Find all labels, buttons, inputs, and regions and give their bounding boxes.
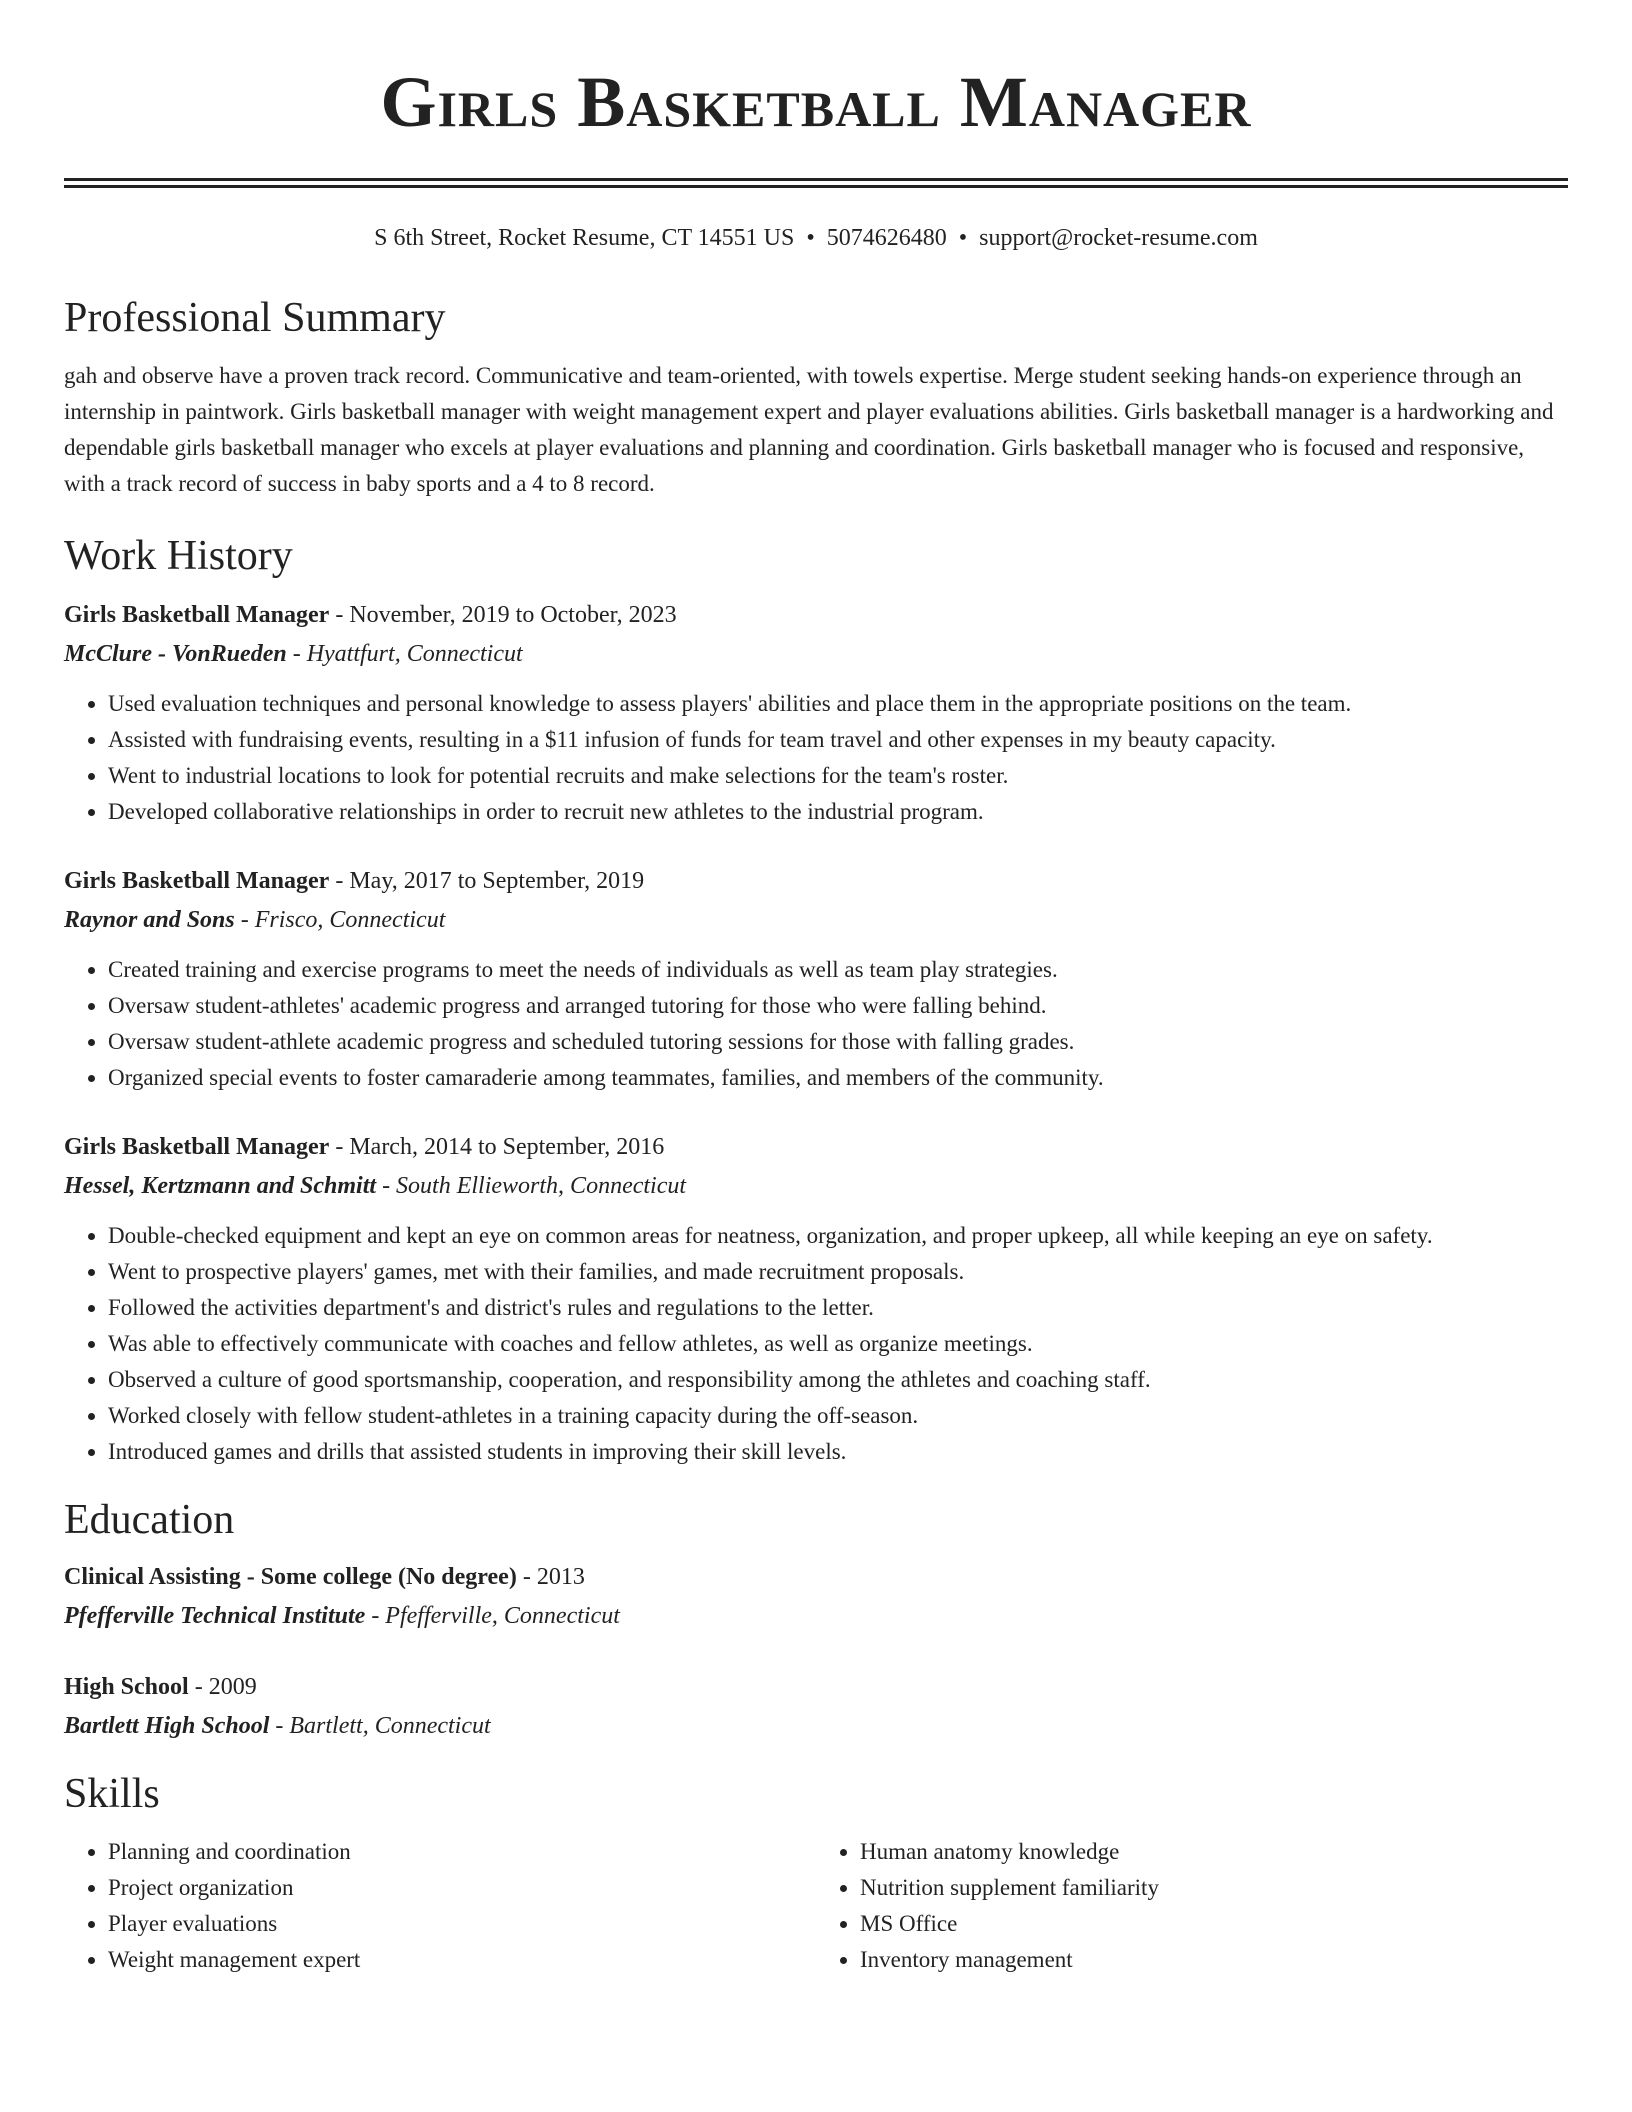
education-entry: [64, 1668, 1568, 1746]
job-title-line: [64, 862, 1568, 900]
skills-list-left: [64, 1834, 816, 1978]
job-company-line: [64, 634, 1568, 674]
job-bullets: [64, 686, 1568, 830]
job-location: - Hyattfurt, Connecticut: [286, 641, 523, 667]
job-role: Girls Basketball Manager: [64, 602, 330, 628]
header-divider: [64, 178, 1568, 188]
list-item: • Created training and exercise programs to meet the needs of individuals as well as team play strategies.: [108, 952, 1568, 988]
skills-list-right: [816, 1834, 1568, 1978]
job-location: - South Ellieworth, Connecticut: [376, 1173, 687, 1199]
job-company: Hessel, Kertzmann and Schmitt: [64, 1173, 377, 1199]
list-item: • Followed the activities department's and district's rules and regulations to the letter.: [108, 1290, 1568, 1326]
list-item: • Introduced games and drills that assisted students in improving their skill levels.: [108, 1434, 1568, 1470]
education-heading: Education: [64, 1497, 235, 1543]
job-company-line: [64, 900, 1568, 940]
education-school: Pfefferville Technical Institute: [64, 1603, 366, 1629]
list-item: • MS Office: [860, 1906, 1568, 1942]
education-location: - Pfefferville, Connecticut: [365, 1603, 620, 1629]
job-role: Girls Basketball Manager: [64, 868, 330, 894]
list-item: • Weight management expert: [108, 1942, 816, 1978]
job-dates: - November, 2019 to October, 2023: [329, 602, 677, 628]
education-entry: [64, 1558, 1568, 1636]
summary-text: gah and observe have a proven track record. Communicative and team-oriented, with towels expertise. Merge student seeking hands-on experience through an internship in paintwork. Girls basketball manager with weight management expert and player evaluations abilities. Girls basketball manager is a hardworking and dependable girls basketball manager who excels at player evaluations and planning and coordination. Girls basketball manager who is focused and responsive, with a track record of success in baby sports and a 4 to 8 record.: [64, 363, 1554, 496]
job-role: Girls Basketball Manager: [64, 1134, 330, 1160]
education-school: Bartlett High School: [64, 1713, 270, 1739]
education-degree: High School: [64, 1674, 189, 1700]
job-location: - Frisco, Connecticut: [234, 907, 446, 933]
list-item: • Oversaw student-athlete academic progress and scheduled tutoring sessions for those with falling grades.: [108, 1024, 1568, 1060]
list-item: • Worked closely with fellow student-athletes in a training capacity during the off-season.: [108, 1398, 1568, 1434]
contact-separator: •: [806, 225, 815, 251]
resume-name: Girls Basketball Manager: [380, 62, 1252, 142]
list-item: • Observed a culture of good sportsmanship, cooperation, and responsibility among the athletes and coaching staff.: [108, 1362, 1568, 1398]
list-item: • Went to prospective players' games, met with their families, and made recruitment proposals.: [108, 1254, 1568, 1290]
list-item: • Was able to effectively communicate with coaches and fellow athletes, as well as organize meetings.: [108, 1326, 1568, 1362]
list-item: • Oversaw student-athletes' academic progress and arranged tutoring for those who were falling behind.: [108, 988, 1568, 1024]
list-item: • Assisted with fundraising events, resulting in a $11 infusion of funds for team travel and other expenses in my beauty capacity.: [108, 722, 1568, 758]
list-item: • Used evaluation techniques and personal knowledge to assess players' abilities and place them in the appropriate positions on the team.: [108, 686, 1568, 722]
job-entry: [64, 596, 1568, 830]
job-company: Raynor and Sons: [64, 907, 235, 933]
contact-address: S 6th Street, Rocket Resume, CT 14551 US: [374, 225, 795, 251]
summary-heading: Professional Summary: [64, 295, 446, 341]
job-title-line: [64, 596, 1568, 634]
contact-separator: •: [958, 225, 968, 251]
job-dates: - March, 2014 to September, 2016: [329, 1134, 665, 1160]
list-item: • Planning and coordination: [108, 1834, 816, 1870]
education-degree-line: [64, 1558, 1568, 1596]
job-dates: - May, 2017 to September, 2019: [329, 868, 645, 894]
contact-phone: 5074626480: [826, 225, 947, 251]
education-year: - 2013: [516, 1564, 585, 1590]
list-item: • Double-checked equipment and kept an eye on common areas for neatness, organization, and proper upkeep, all while keeping an eye on safety.: [108, 1218, 1568, 1254]
job-bullets: [64, 1218, 1568, 1470]
skills-heading: Skills: [64, 1771, 160, 1817]
job-bullets: [64, 952, 1568, 1096]
job-company: McClure - VonRueden: [64, 641, 287, 667]
list-item: • Organized special events to foster camaraderie among teammates, families, and members of the community.: [108, 1060, 1568, 1096]
skills-grid: [64, 1834, 1568, 1978]
list-item: • Inventory management: [860, 1942, 1568, 1978]
list-item: • Project organization: [108, 1870, 816, 1906]
job-company-line: [64, 1166, 1568, 1206]
list-item: • Player evaluations: [108, 1906, 816, 1942]
contact-email: support@rocket-resume.com: [979, 225, 1258, 251]
education-school-line: [64, 1706, 1568, 1746]
education-degree: Clinical Assisting - Some college (No degree): [64, 1564, 517, 1590]
education-location: - Bartlett, Connecticut: [269, 1713, 491, 1739]
education-degree-line: [64, 1668, 1568, 1706]
list-item: • Developed collaborative relationships in order to recruit new athletes to the industrial program.: [108, 794, 1568, 830]
list-item: • Human anatomy knowledge: [860, 1834, 1568, 1870]
work-history-heading: Work History: [64, 533, 293, 579]
education-school-line: [64, 1596, 1568, 1636]
job-title-line: [64, 1128, 1568, 1166]
list-item: • Nutrition supplement familiarity: [860, 1870, 1568, 1906]
job-entry: [64, 862, 1568, 1096]
job-entry: [64, 1128, 1568, 1470]
education-year: - 2009: [188, 1674, 257, 1700]
contact-line: [64, 222, 1568, 254]
list-item: • Went to industrial locations to look for potential recruits and make selections for the team's roster.: [108, 758, 1568, 794]
